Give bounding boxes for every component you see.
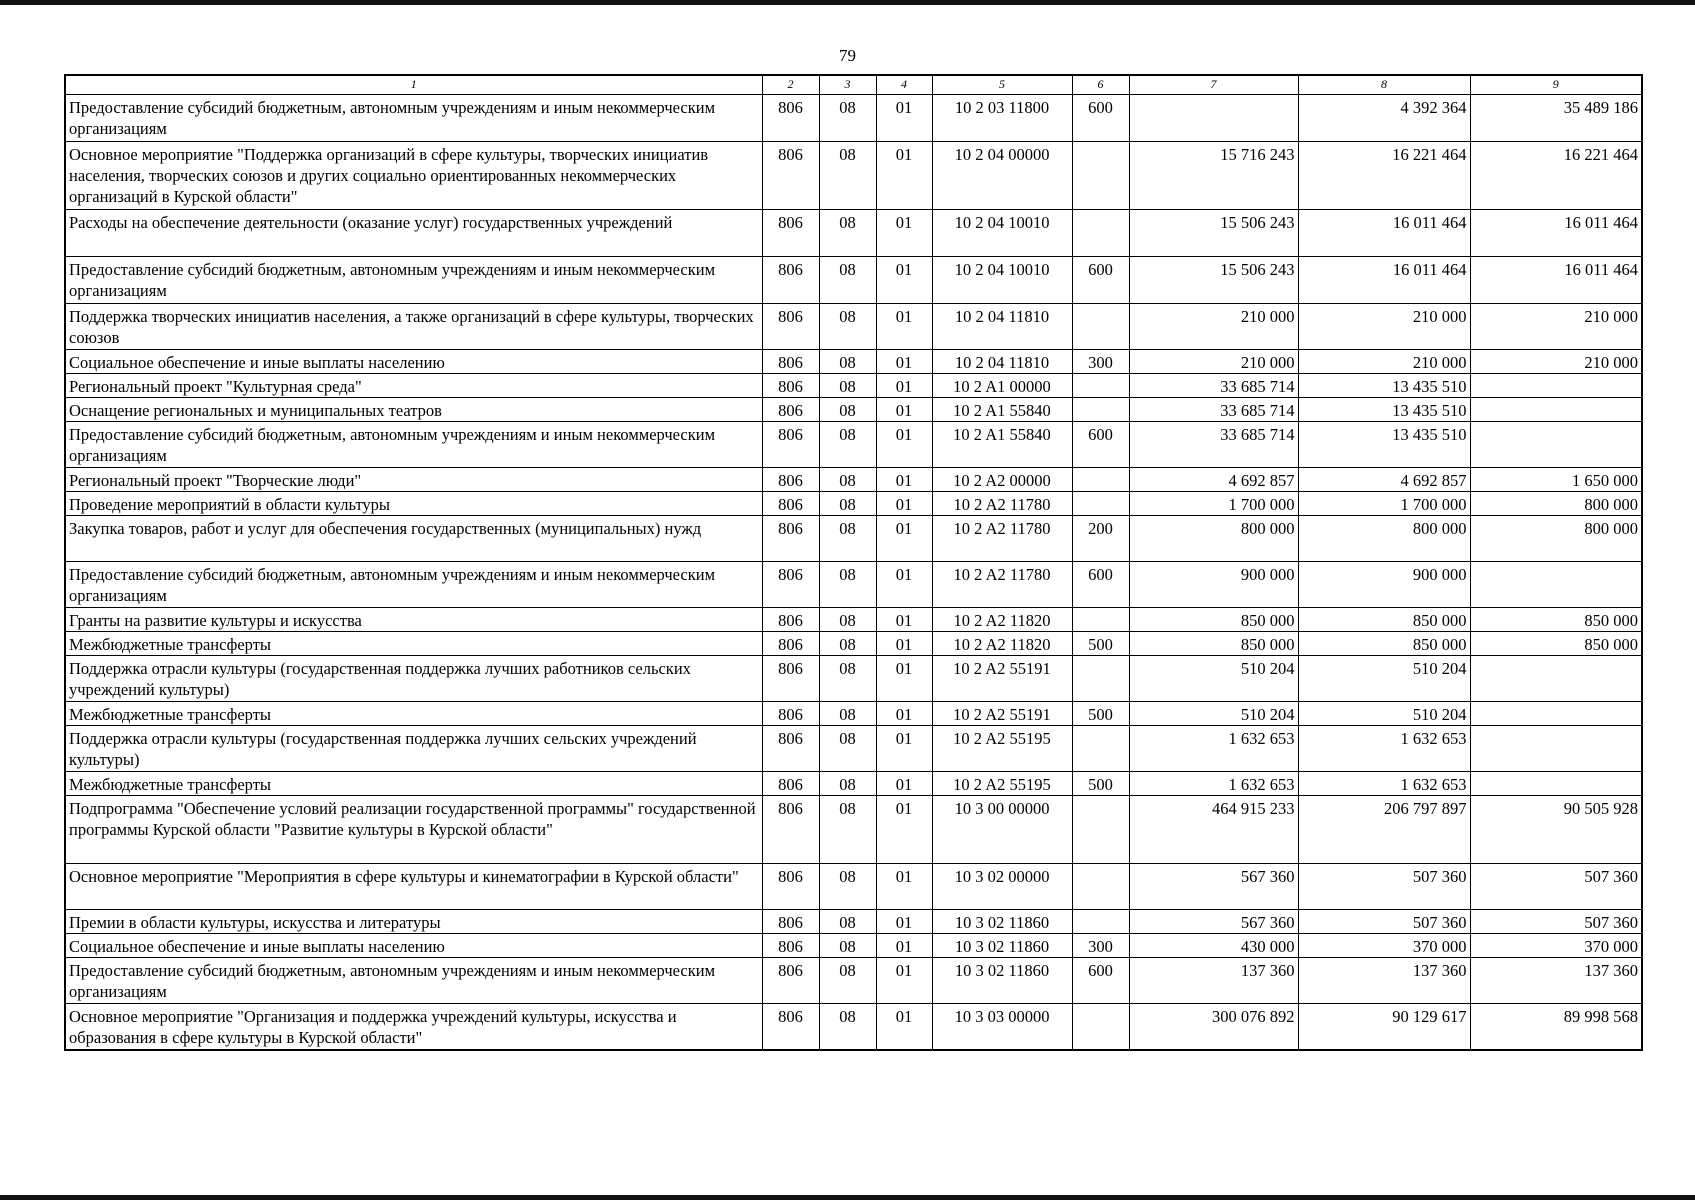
row-amount-col8: 1 632 653 [1298, 772, 1470, 796]
row-section-code: 08 [819, 632, 876, 656]
row-amount-col7: 33 685 714 [1129, 374, 1298, 398]
row-subsection-code: 01 [876, 492, 932, 516]
row-section-code: 08 [819, 210, 876, 257]
row-name: Предоставление субсидий бюджетным, автономным учреждениям и иным некоммерческим организациям [65, 562, 762, 608]
table-row [65, 632, 1642, 656]
table-row [65, 910, 1642, 934]
row-subsection-code: 01 [876, 1004, 932, 1050]
row-subsection-code: 01 [876, 142, 932, 210]
row-section-code: 08 [819, 492, 876, 516]
row-subsection-code: 01 [876, 422, 932, 468]
row-amount-col8: 90 129 617 [1298, 1004, 1470, 1050]
row-ministry-code: 806 [762, 656, 819, 702]
row-target-article: 10 2 04 11810 [932, 350, 1072, 374]
row-target-article: 10 3 03 00000 [932, 1004, 1072, 1050]
row-expense-type: 600 [1072, 422, 1129, 468]
table-row [65, 398, 1642, 422]
row-section-code: 08 [819, 608, 876, 632]
table-row [65, 796, 1642, 864]
row-amount-col8: 4 392 364 [1298, 95, 1470, 142]
column-header: 7 [1129, 75, 1298, 95]
row-amount-col9: 1 650 000 [1470, 468, 1642, 492]
row-section-code: 08 [819, 350, 876, 374]
table-row [65, 562, 1642, 608]
table-row [65, 422, 1642, 468]
row-amount-col9: 16 011 464 [1470, 257, 1642, 304]
row-target-article: 10 2 A1 00000 [932, 374, 1072, 398]
scan-border-top [0, 0, 1695, 5]
row-amount-col7: 4 692 857 [1129, 468, 1298, 492]
row-amount-col7: 15 716 243 [1129, 142, 1298, 210]
row-ministry-code: 806 [762, 398, 819, 422]
row-name: Поддержка творческих инициатив населения, а также организаций в сфере культуры, творческих союзов [65, 304, 762, 350]
table-row [65, 142, 1642, 210]
row-name: Расходы на обеспечение деятельности (оказание услуг) государственных учреждений [65, 210, 762, 257]
row-name: Подпрограмма "Обеспечение условий реализации государственной программы" государственной программы Курской области "Развитие культуры в Курской области" [65, 796, 762, 864]
row-section-code: 08 [819, 910, 876, 934]
table-row [65, 608, 1642, 632]
row-subsection-code: 01 [876, 304, 932, 350]
row-subsection-code: 01 [876, 608, 932, 632]
row-target-article: 10 3 02 11860 [932, 958, 1072, 1004]
row-subsection-code: 01 [876, 257, 932, 304]
row-expense-type [1072, 374, 1129, 398]
row-expense-type: 600 [1072, 257, 1129, 304]
row-name: Поддержка отрасли культуры (государственная поддержка лучших сельских учреждений культуры) [65, 726, 762, 772]
row-expense-type: 600 [1072, 562, 1129, 608]
row-subsection-code: 01 [876, 796, 932, 864]
row-amount-col8: 850 000 [1298, 632, 1470, 656]
row-amount-col9 [1470, 562, 1642, 608]
row-section-code: 08 [819, 516, 876, 562]
page-number: 79 [839, 46, 856, 65]
row-amount-col8: 4 692 857 [1298, 468, 1470, 492]
row-target-article: 10 2 A1 55840 [932, 422, 1072, 468]
row-amount-col8: 370 000 [1298, 934, 1470, 958]
row-ministry-code: 806 [762, 958, 819, 1004]
row-amount-col8: 510 204 [1298, 702, 1470, 726]
row-amount-col8: 800 000 [1298, 516, 1470, 562]
table-row [65, 1004, 1642, 1050]
row-section-code: 08 [819, 95, 876, 142]
row-amount-col8: 507 360 [1298, 910, 1470, 934]
row-amount-col7: 33 685 714 [1129, 398, 1298, 422]
table-row [65, 468, 1642, 492]
row-amount-col9 [1470, 702, 1642, 726]
row-expense-type [1072, 304, 1129, 350]
row-amount-col9 [1470, 374, 1642, 398]
row-target-article: 10 2 A2 11780 [932, 562, 1072, 608]
row-amount-col9: 800 000 [1470, 516, 1642, 562]
row-target-article: 10 2 04 10010 [932, 257, 1072, 304]
row-expense-type [1072, 468, 1129, 492]
row-amount-col8: 16 221 464 [1298, 142, 1470, 210]
row-ministry-code: 806 [762, 934, 819, 958]
row-name: Поддержка отрасли культуры (государственная поддержка лучших работников сельских учреждений культуры) [65, 656, 762, 702]
row-expense-type [1072, 398, 1129, 422]
row-ministry-code: 806 [762, 864, 819, 910]
budget-table [64, 74, 1643, 1051]
row-target-article: 10 2 A2 00000 [932, 468, 1072, 492]
table-row [65, 656, 1642, 702]
row-expense-type [1072, 796, 1129, 864]
row-ministry-code: 806 [762, 702, 819, 726]
row-amount-col9 [1470, 398, 1642, 422]
row-target-article: 10 2 A2 11780 [932, 492, 1072, 516]
row-amount-col7: 1 700 000 [1129, 492, 1298, 516]
row-target-article: 10 2 04 00000 [932, 142, 1072, 210]
row-section-code: 08 [819, 1004, 876, 1050]
table-row [65, 772, 1642, 796]
row-ministry-code: 806 [762, 210, 819, 257]
row-amount-col8: 900 000 [1298, 562, 1470, 608]
row-ministry-code: 806 [762, 468, 819, 492]
row-amount-col7: 850 000 [1129, 632, 1298, 656]
row-amount-col9: 210 000 [1470, 304, 1642, 350]
row-amount-col7: 33 685 714 [1129, 422, 1298, 468]
row-amount-col7: 567 360 [1129, 910, 1298, 934]
column-header: 5 [932, 75, 1072, 95]
row-target-article: 10 2 04 10010 [932, 210, 1072, 257]
column-header: 4 [876, 75, 932, 95]
row-target-article: 10 2 04 11810 [932, 304, 1072, 350]
table-row [65, 492, 1642, 516]
row-amount-col7: 137 360 [1129, 958, 1298, 1004]
row-ministry-code: 806 [762, 1004, 819, 1050]
row-target-article: 10 3 02 11860 [932, 910, 1072, 934]
row-amount-col8: 13 435 510 [1298, 374, 1470, 398]
row-expense-type [1072, 910, 1129, 934]
row-amount-col8: 16 011 464 [1298, 210, 1470, 257]
row-amount-col9: 507 360 [1470, 864, 1642, 910]
row-amount-col7: 15 506 243 [1129, 210, 1298, 257]
row-name: Основное мероприятие "Поддержка организаций в сфере культуры, творческих инициатив населения, творческих союзов и других социально ориентированных некоммерческих организаций в Курской области" [65, 142, 762, 210]
row-section-code: 08 [819, 468, 876, 492]
row-target-article: 10 2 A2 11820 [932, 608, 1072, 632]
row-amount-col9 [1470, 656, 1642, 702]
row-name: Премии в области культуры, искусства и литературы [65, 910, 762, 934]
row-amount-col8: 13 435 510 [1298, 398, 1470, 422]
row-amount-col8: 137 360 [1298, 958, 1470, 1004]
row-ministry-code: 806 [762, 608, 819, 632]
row-ministry-code: 806 [762, 796, 819, 864]
row-amount-col7: 1 632 653 [1129, 726, 1298, 772]
row-expense-type [1072, 142, 1129, 210]
row-amount-col8: 510 204 [1298, 656, 1470, 702]
row-name: Предоставление субсидий бюджетным, автономным учреждениям и иным некоммерческим организациям [65, 958, 762, 1004]
row-subsection-code: 01 [876, 468, 932, 492]
row-name: Предоставление субсидий бюджетным, автономным учреждениям и иным некоммерческим организациям [65, 95, 762, 142]
table-row [65, 864, 1642, 910]
row-target-article: 10 2 A1 55840 [932, 398, 1072, 422]
row-name: Основное мероприятие "Организация и поддержка учреждений культуры, искусства и образования в сфере культуры в Курской области" [65, 1004, 762, 1050]
row-subsection-code: 01 [876, 350, 932, 374]
row-section-code: 08 [819, 374, 876, 398]
row-amount-col7 [1129, 95, 1298, 142]
row-section-code: 08 [819, 304, 876, 350]
row-amount-col9: 370 000 [1470, 934, 1642, 958]
row-section-code: 08 [819, 934, 876, 958]
row-subsection-code: 01 [876, 934, 932, 958]
column-header: 6 [1072, 75, 1129, 95]
row-expense-type: 500 [1072, 702, 1129, 726]
row-amount-col9: 210 000 [1470, 350, 1642, 374]
row-name: Социальное обеспечение и иные выплаты населению [65, 934, 762, 958]
row-name: Оснащение региональных и муниципальных театров [65, 398, 762, 422]
row-subsection-code: 01 [876, 910, 932, 934]
row-expense-type [1072, 1004, 1129, 1050]
row-amount-col8: 13 435 510 [1298, 422, 1470, 468]
row-target-article: 10 2 A2 55195 [932, 726, 1072, 772]
table-row [65, 210, 1642, 257]
column-header: 9 [1470, 75, 1642, 95]
row-amount-col9: 850 000 [1470, 608, 1642, 632]
row-ministry-code: 806 [762, 772, 819, 796]
table-row [65, 95, 1642, 142]
row-ministry-code: 806 [762, 374, 819, 398]
row-expense-type: 500 [1072, 632, 1129, 656]
row-name: Проведение мероприятий в области культуры [65, 492, 762, 516]
row-expense-type [1072, 726, 1129, 772]
row-amount-col9: 16 011 464 [1470, 210, 1642, 257]
row-subsection-code: 01 [876, 958, 932, 1004]
row-ministry-code: 806 [762, 142, 819, 210]
row-name: Региональный проект "Культурная среда" [65, 374, 762, 398]
row-amount-col8: 16 011 464 [1298, 257, 1470, 304]
row-amount-col9 [1470, 422, 1642, 468]
row-amount-col8: 850 000 [1298, 608, 1470, 632]
row-amount-col8: 210 000 [1298, 350, 1470, 374]
row-expense-type [1072, 492, 1129, 516]
row-expense-type: 500 [1072, 772, 1129, 796]
row-target-article: 10 2 A2 11820 [932, 632, 1072, 656]
row-target-article: 10 2 A2 55191 [932, 702, 1072, 726]
row-amount-col9: 90 505 928 [1470, 796, 1642, 864]
row-expense-type: 600 [1072, 95, 1129, 142]
row-amount-col9: 507 360 [1470, 910, 1642, 934]
row-subsection-code: 01 [876, 210, 932, 257]
row-name: Межбюджетные трансферты [65, 772, 762, 796]
table-row [65, 304, 1642, 350]
row-name: Предоставление субсидий бюджетным, автономным учреждениям и иным некоммерческим организациям [65, 257, 762, 304]
row-amount-col9: 35 489 186 [1470, 95, 1642, 142]
row-expense-type [1072, 608, 1129, 632]
row-section-code: 08 [819, 958, 876, 1004]
row-ministry-code: 806 [762, 910, 819, 934]
row-amount-col7: 567 360 [1129, 864, 1298, 910]
row-expense-type [1072, 210, 1129, 257]
row-ministry-code: 806 [762, 726, 819, 772]
row-target-article: 10 2 A2 55191 [932, 656, 1072, 702]
row-target-article: 10 2 A2 55195 [932, 772, 1072, 796]
row-section-code: 08 [819, 398, 876, 422]
row-amount-col7: 464 915 233 [1129, 796, 1298, 864]
row-subsection-code: 01 [876, 562, 932, 608]
row-name: Основное мероприятие "Мероприятия в сфере культуры и кинематографии в Курской области" [65, 864, 762, 910]
row-subsection-code: 01 [876, 632, 932, 656]
row-subsection-code: 01 [876, 516, 932, 562]
row-section-code: 08 [819, 656, 876, 702]
column-header: 3 [819, 75, 876, 95]
row-section-code: 08 [819, 726, 876, 772]
row-amount-col7: 850 000 [1129, 608, 1298, 632]
row-name: Региональный проект "Творческие люди" [65, 468, 762, 492]
row-amount-col7: 510 204 [1129, 702, 1298, 726]
row-ministry-code: 806 [762, 304, 819, 350]
row-section-code: 08 [819, 796, 876, 864]
row-amount-col8: 507 360 [1298, 864, 1470, 910]
row-amount-col7: 210 000 [1129, 350, 1298, 374]
row-amount-col7: 300 076 892 [1129, 1004, 1298, 1050]
row-subsection-code: 01 [876, 772, 932, 796]
row-amount-col7: 1 632 653 [1129, 772, 1298, 796]
row-subsection-code: 01 [876, 864, 932, 910]
row-section-code: 08 [819, 702, 876, 726]
row-subsection-code: 01 [876, 656, 932, 702]
row-name: Гранты на развитие культуры и искусства [65, 608, 762, 632]
column-header: 1 [65, 75, 762, 95]
row-section-code: 08 [819, 562, 876, 608]
row-subsection-code: 01 [876, 95, 932, 142]
row-section-code: 08 [819, 257, 876, 304]
row-section-code: 08 [819, 142, 876, 210]
row-target-article: 10 2 A2 11780 [932, 516, 1072, 562]
table-row [65, 934, 1642, 958]
row-name: Предоставление субсидий бюджетным, автономным учреждениям и иным некоммерческим организациям [65, 422, 762, 468]
row-ministry-code: 806 [762, 422, 819, 468]
row-amount-col7: 510 204 [1129, 656, 1298, 702]
row-amount-col7: 15 506 243 [1129, 257, 1298, 304]
row-amount-col7: 210 000 [1129, 304, 1298, 350]
table-row [65, 726, 1642, 772]
row-amount-col9: 89 998 568 [1470, 1004, 1642, 1050]
row-expense-type: 300 [1072, 350, 1129, 374]
row-ministry-code: 806 [762, 95, 819, 142]
table-row [65, 958, 1642, 1004]
row-target-article: 10 2 03 11800 [932, 95, 1072, 142]
row-amount-col9 [1470, 726, 1642, 772]
row-amount-col9: 16 221 464 [1470, 142, 1642, 210]
column-header: 8 [1298, 75, 1470, 95]
row-name: Межбюджетные трансферты [65, 632, 762, 656]
row-amount-col9: 800 000 [1470, 492, 1642, 516]
row-ministry-code: 806 [762, 562, 819, 608]
scan-border-bottom [0, 1195, 1695, 1200]
row-ministry-code: 806 [762, 632, 819, 656]
row-ministry-code: 806 [762, 350, 819, 374]
row-expense-type [1072, 864, 1129, 910]
row-subsection-code: 01 [876, 702, 932, 726]
row-amount-col8: 206 797 897 [1298, 796, 1470, 864]
row-amount-col8: 210 000 [1298, 304, 1470, 350]
row-expense-type: 600 [1072, 958, 1129, 1004]
table-row [65, 516, 1642, 562]
table-row [65, 257, 1642, 304]
column-header: 2 [762, 75, 819, 95]
row-expense-type: 200 [1072, 516, 1129, 562]
row-amount-col8: 1 700 000 [1298, 492, 1470, 516]
header-row [65, 75, 1642, 95]
row-amount-col9: 137 360 [1470, 958, 1642, 1004]
table-row [65, 702, 1642, 726]
row-amount-col9: 850 000 [1470, 632, 1642, 656]
row-name: Закупка товаров, работ и услуг для обеспечения государственных (муниципальных) нужд [65, 516, 762, 562]
row-target-article: 10 3 00 00000 [932, 796, 1072, 864]
row-section-code: 08 [819, 422, 876, 468]
row-amount-col7: 900 000 [1129, 562, 1298, 608]
table-row [65, 374, 1642, 398]
row-amount-col8: 1 632 653 [1298, 726, 1470, 772]
row-amount-col7: 430 000 [1129, 934, 1298, 958]
row-ministry-code: 806 [762, 257, 819, 304]
row-subsection-code: 01 [876, 726, 932, 772]
row-expense-type [1072, 656, 1129, 702]
row-name: Межбюджетные трансферты [65, 702, 762, 726]
row-ministry-code: 806 [762, 516, 819, 562]
row-target-article: 10 3 02 00000 [932, 864, 1072, 910]
row-amount-col9 [1470, 772, 1642, 796]
table-row [65, 350, 1642, 374]
row-target-article: 10 3 02 11860 [932, 934, 1072, 958]
row-ministry-code: 806 [762, 492, 819, 516]
row-subsection-code: 01 [876, 374, 932, 398]
row-name: Социальное обеспечение и иные выплаты населению [65, 350, 762, 374]
row-section-code: 08 [819, 864, 876, 910]
row-amount-col7: 800 000 [1129, 516, 1298, 562]
table-body [65, 95, 1642, 1050]
row-expense-type: 300 [1072, 934, 1129, 958]
row-subsection-code: 01 [876, 398, 932, 422]
row-section-code: 08 [819, 772, 876, 796]
